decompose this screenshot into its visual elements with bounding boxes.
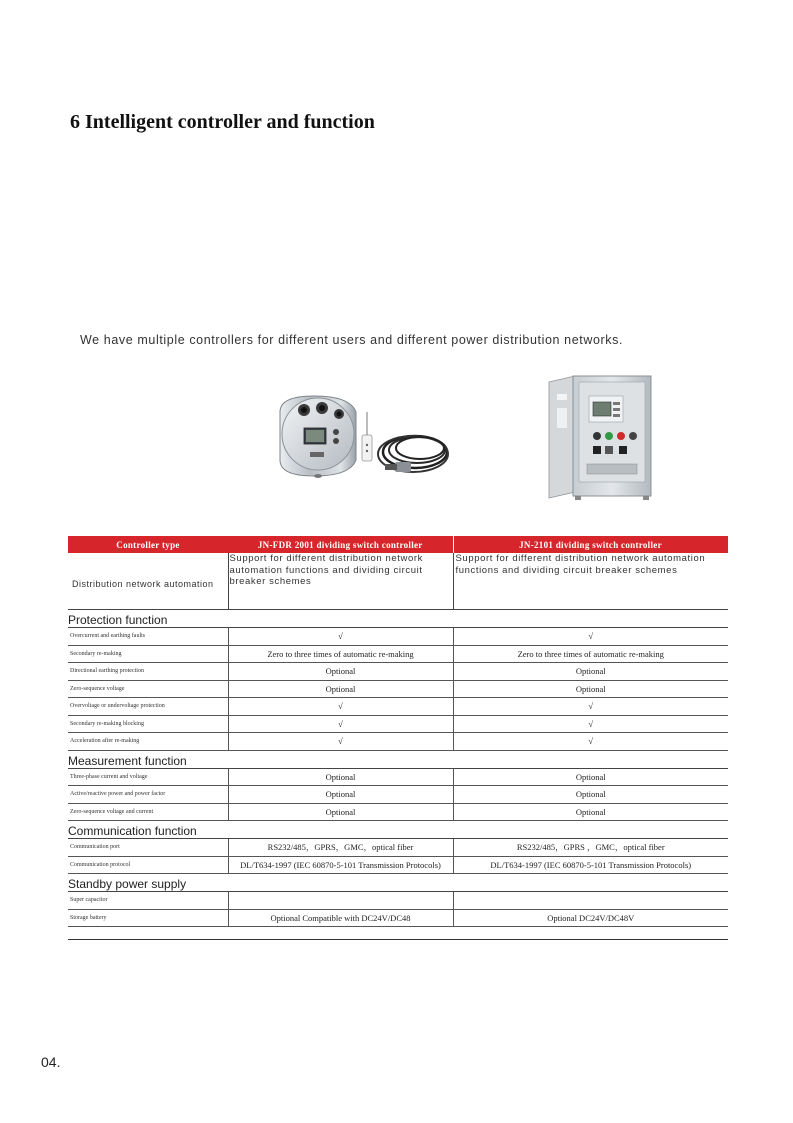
section-row [68, 750, 728, 768]
row-value-2101: √ [453, 628, 728, 646]
table-row [68, 839, 728, 857]
table-row [68, 553, 728, 610]
jn-fdr2001-controller-image [270, 390, 460, 490]
row-value-fdr2001: √ [228, 628, 453, 646]
table-row [68, 733, 728, 751]
table-row [68, 663, 728, 681]
row-label: Secondary re-making blocking [68, 715, 228, 733]
row-value-2101: Optional [453, 680, 728, 698]
table-row [68, 698, 728, 716]
row-value-2101: Optional [453, 786, 728, 804]
row-value-fdr2001: Optional [228, 786, 453, 804]
row-label: Overcurrent and earthing faults [68, 628, 228, 646]
row-value-2101: Optional [453, 803, 728, 821]
table-row [68, 715, 728, 733]
row-value-fdr2001: Zero to three times of automatic re-making [228, 645, 453, 663]
row-value-fdr2001: Optional Compatible with DC24V/DC48 [228, 909, 453, 927]
row-label: Three-phase current and voltage [68, 768, 228, 786]
page-title: 6 Intelligent controller and function [70, 111, 375, 133]
row-label: Overvoltage or undervoltage protection [68, 698, 228, 716]
section-title: Measurement function [68, 750, 728, 768]
table-end-rule [68, 939, 728, 940]
table-row [68, 628, 728, 646]
desc-col1: Support for different distribution network automation functions and dividing circuit breaker schemes [228, 553, 453, 610]
row-value-2101: √ [453, 698, 728, 716]
table-row [68, 768, 728, 786]
table-sections [68, 610, 728, 927]
row-value-fdr2001: Optional [228, 803, 453, 821]
row-value-2101: DL/T634-1997 (IEC 60870-5-101 Transmission Protocols) [453, 856, 728, 874]
header-controller-type: Controller type [68, 536, 228, 553]
row-value-fdr2001: Optional [228, 663, 453, 681]
row-value-2101: Optional [453, 663, 728, 681]
row-value-fdr2001: Optional [228, 768, 453, 786]
jn-2101-cabinet-image [547, 374, 653, 502]
row-value-2101: Zero to three times of automatic re-making [453, 645, 728, 663]
row-label: Acceleration after re-making [68, 733, 228, 751]
intro-text: We have multiple controllers for different users and different power distribution networks. [80, 333, 624, 347]
header-jn-fdr2001: JN-FDR 2001 dividing switch controller [228, 536, 453, 553]
row-value-fdr2001: RS232/485，GPRS，GMC，optical fiber [228, 839, 453, 857]
desc-col2: Support for different distribution network automation functions and dividing circuit breaker schemes [453, 553, 728, 610]
row-value-2101: RS232/485，GPRS ，GMC，optical fiber [453, 839, 728, 857]
section-title: Protection function [68, 610, 728, 628]
section-title: Communication function [68, 821, 728, 839]
page-number: 04. [41, 1054, 61, 1070]
row-label: Zero-sequence voltage and current [68, 803, 228, 821]
section-row [68, 874, 728, 892]
table-row [68, 892, 728, 910]
row-label: Communication port [68, 839, 228, 857]
row-value-fdr2001: √ [228, 715, 453, 733]
header-jn-2101: JN-2101 dividing switch controller [453, 536, 728, 553]
table-row [68, 680, 728, 698]
table-row [68, 803, 728, 821]
row-value-2101: Optional [453, 768, 728, 786]
row-value-2101: √ [453, 715, 728, 733]
row-label: Storage battery [68, 909, 228, 927]
table-row [68, 909, 728, 927]
row-label: Zero-sequence voltage [68, 680, 228, 698]
section-title: Standby power supply [68, 874, 728, 892]
row-value-2101 [453, 892, 728, 910]
row-value-fdr2001: Optional [228, 680, 453, 698]
table-row [68, 786, 728, 804]
controller-spec-table [68, 536, 729, 927]
table-header-row [68, 536, 728, 553]
section-row [68, 610, 728, 628]
row-value-2101: √ [453, 733, 728, 751]
row-label: Secondary re-making [68, 645, 228, 663]
row-value-fdr2001 [228, 892, 453, 910]
row-value-2101: Optional DC24V/DC48V [453, 909, 728, 927]
row-value-fdr2001: DL/T634-1997 (IEC 60870-5-101 Transmission Protocols) [228, 856, 453, 874]
table-row [68, 856, 728, 874]
section-row [68, 821, 728, 839]
row-label: Active/reactive power and power factor [68, 786, 228, 804]
row-value-fdr2001: √ [228, 733, 453, 751]
row-label: Directional earthing protection [68, 663, 228, 681]
row-label: Super capacitor [68, 892, 228, 910]
row-label: Communication protocol [68, 856, 228, 874]
table-row [68, 645, 728, 663]
desc-label: Distribution network automation [68, 553, 228, 610]
row-value-fdr2001: √ [228, 698, 453, 716]
